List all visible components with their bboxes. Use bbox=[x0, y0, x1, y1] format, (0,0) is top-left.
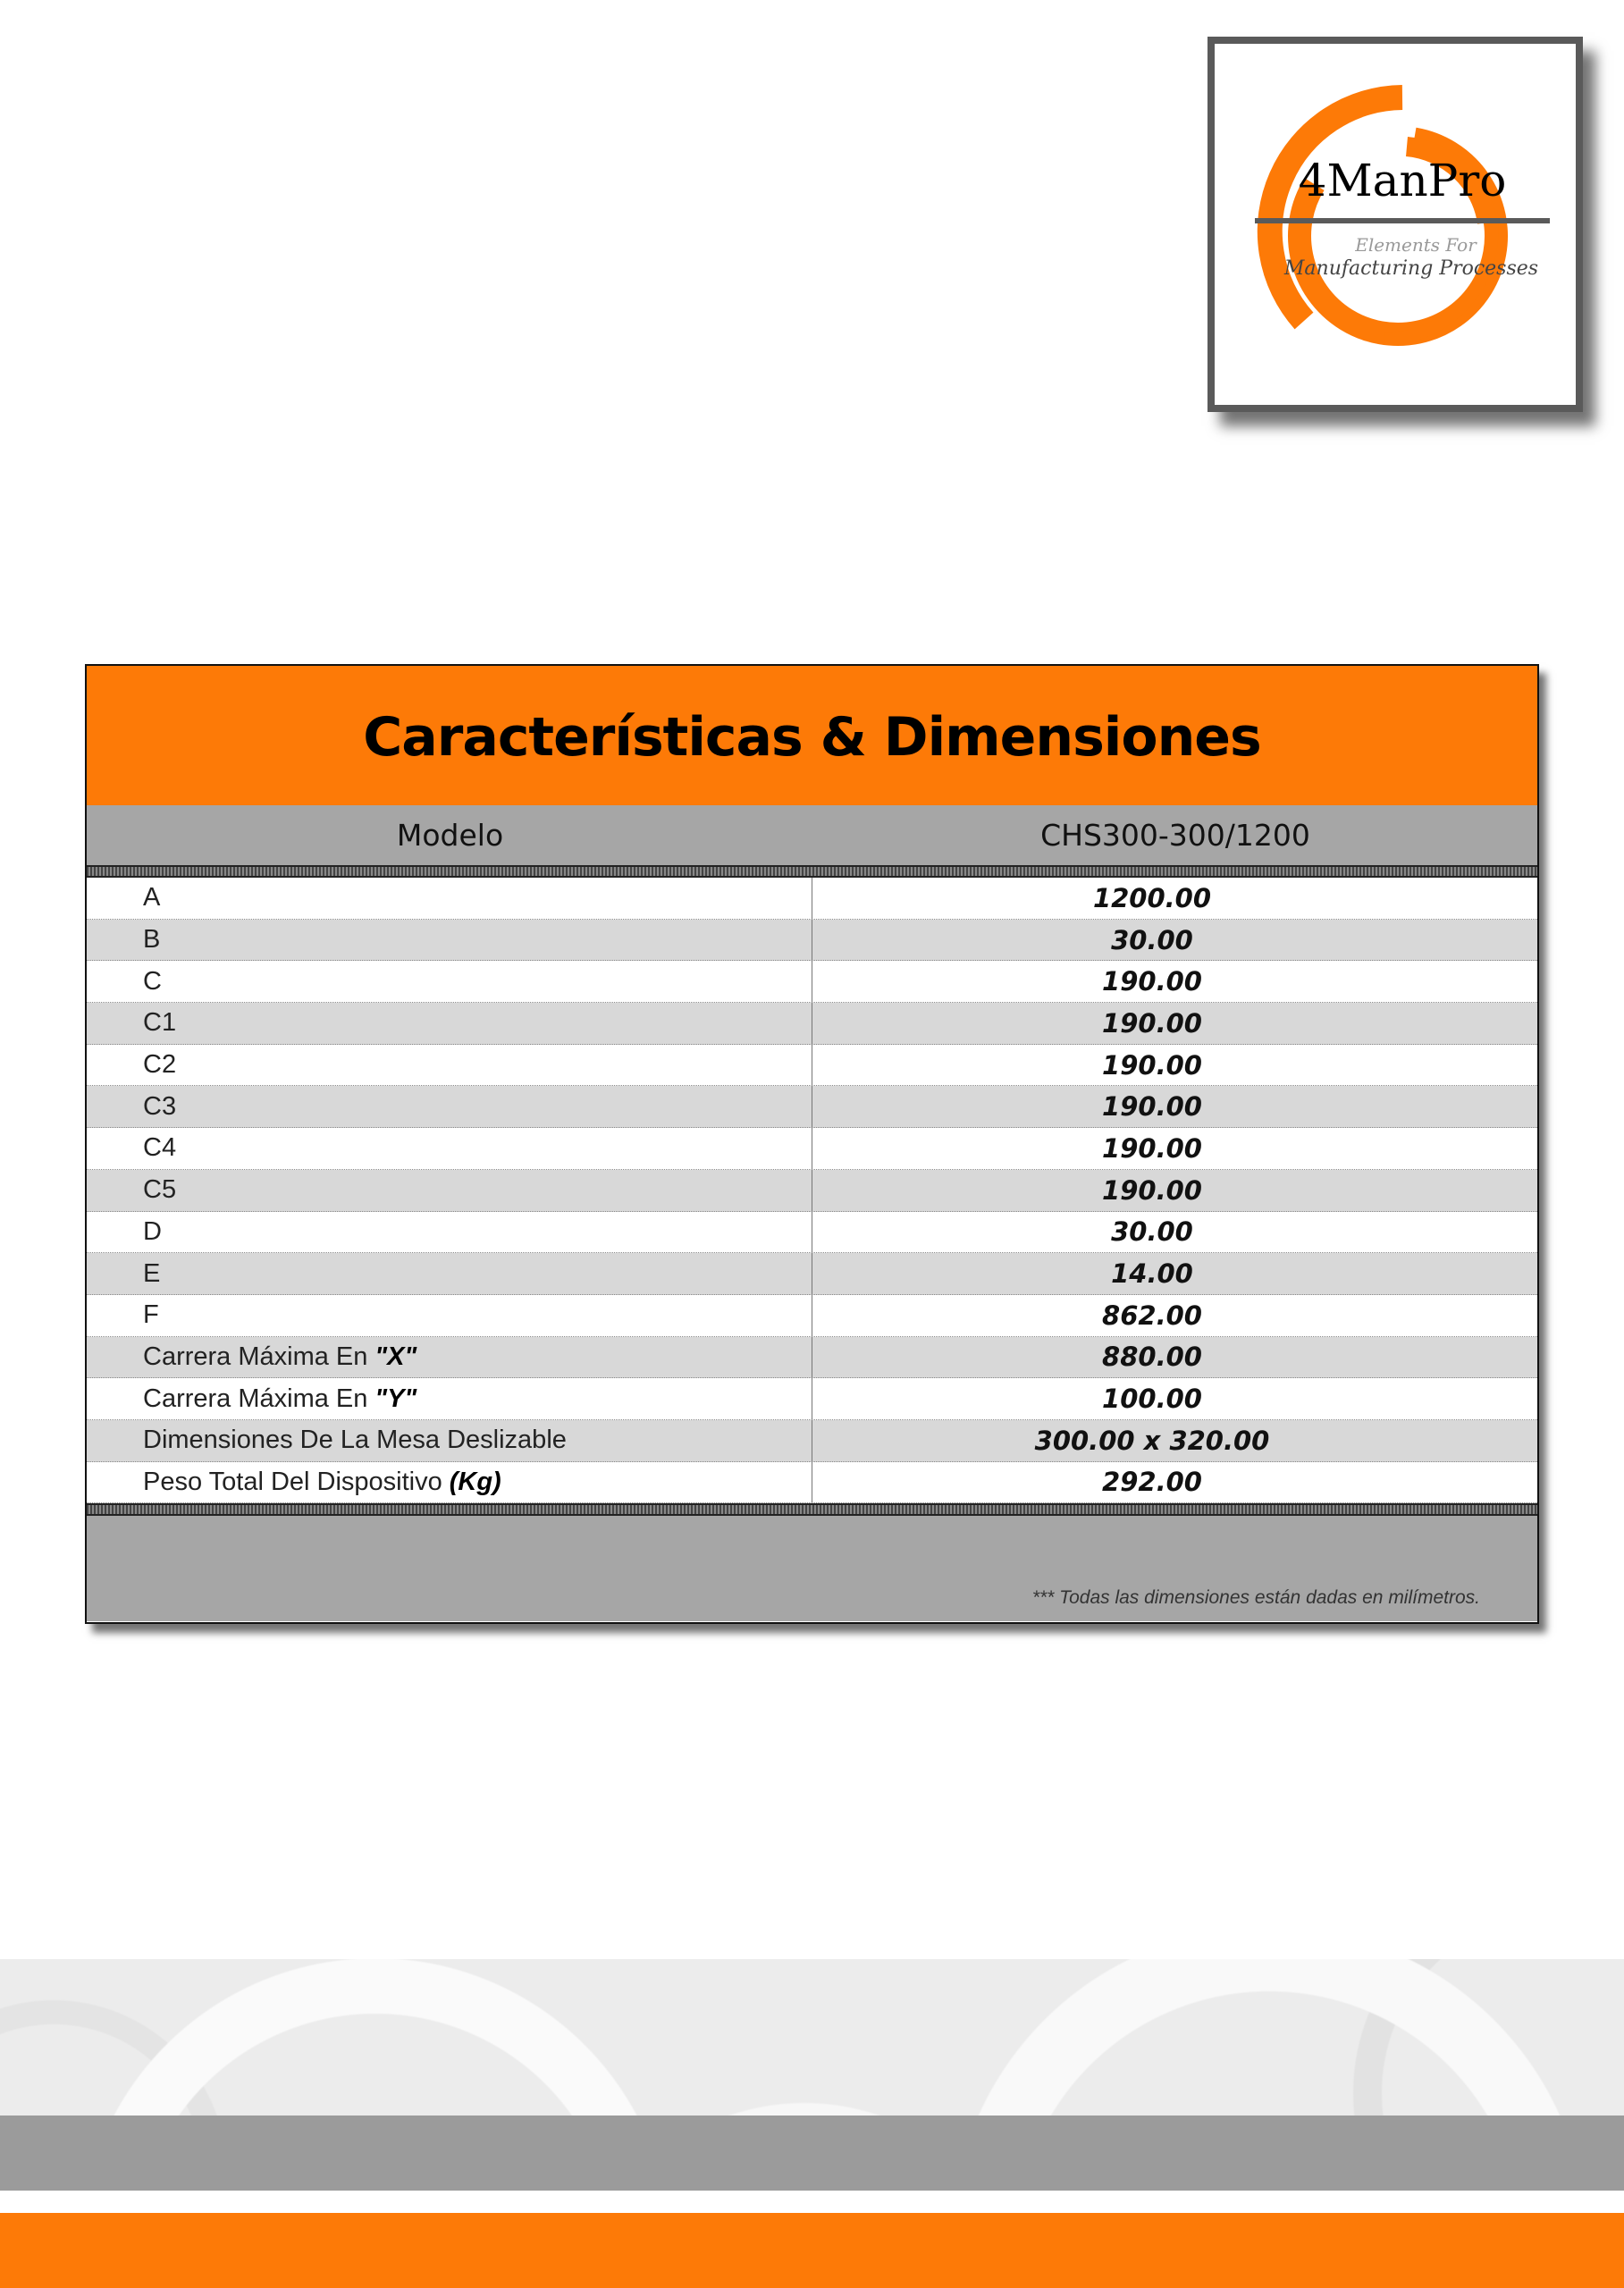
row-label bbox=[87, 1253, 812, 1294]
row-value: 292.00 bbox=[1102, 1467, 1202, 1498]
row-label-text: D bbox=[143, 1216, 162, 1246]
table-row bbox=[87, 1045, 1537, 1087]
divider bbox=[87, 1503, 1537, 1516]
row-label-emphasis: "X" bbox=[374, 1342, 417, 1371]
row-value: 190.00 bbox=[1102, 1091, 1202, 1123]
logo-tagline: Manufacturing Processes bbox=[1283, 257, 1539, 280]
row-label-text: Dimensiones De La Mesa Deslizable bbox=[143, 1426, 567, 1455]
row-label bbox=[87, 1420, 812, 1461]
footer-gap bbox=[0, 2191, 1624, 2213]
row-label-emphasis: (Kg) bbox=[449, 1467, 501, 1496]
row-label bbox=[87, 1337, 812, 1378]
row-label bbox=[87, 1128, 812, 1169]
row-value: 14.00 bbox=[1111, 1258, 1193, 1290]
row-value: 880.00 bbox=[1102, 1342, 1202, 1373]
row-label-text: C1 bbox=[143, 1008, 177, 1038]
specs-table bbox=[85, 664, 1539, 1624]
footer-gray-band bbox=[0, 2116, 1624, 2191]
row-label-text: C3 bbox=[143, 1091, 177, 1121]
row-value: 300.00 x 320.00 bbox=[1034, 1425, 1270, 1456]
row-label bbox=[87, 1295, 812, 1336]
table-row bbox=[87, 1003, 1537, 1045]
row-label-text: Carrera Máxima En bbox=[143, 1342, 368, 1371]
table-row bbox=[87, 878, 1537, 920]
row-label-text: B bbox=[143, 925, 161, 955]
footer-orange-band bbox=[0, 2213, 1624, 2288]
row-label-text: C bbox=[143, 966, 162, 996]
row-label-text: E bbox=[143, 1258, 161, 1288]
row-value: 190.00 bbox=[1102, 1049, 1202, 1081]
table-row bbox=[87, 920, 1537, 962]
table-row bbox=[87, 961, 1537, 1003]
row-label-text: C5 bbox=[143, 1175, 177, 1205]
units-note: *** Todas las dimensiones están dadas en milímetros. bbox=[1031, 1587, 1480, 1609]
logo-tagline: Elements For bbox=[1355, 234, 1477, 256]
row-label-text: Peso Total Del Dispositivo bbox=[143, 1467, 442, 1496]
row-value: 30.00 bbox=[1111, 924, 1193, 955]
row-label-text: F bbox=[143, 1300, 159, 1330]
row-value: 190.00 bbox=[1102, 966, 1202, 997]
row-label bbox=[87, 1212, 812, 1253]
row-label bbox=[87, 1003, 812, 1044]
table-row bbox=[87, 1253, 1537, 1295]
table-header bbox=[87, 805, 1537, 865]
row-label-text: Carrera Máxima En bbox=[143, 1384, 368, 1413]
logo-brand-text: 4ManPro bbox=[1298, 155, 1507, 206]
table-row bbox=[87, 1462, 1537, 1504]
company-logo bbox=[1207, 37, 1583, 412]
row-label-text: C2 bbox=[143, 1050, 177, 1080]
table-title-band bbox=[87, 666, 1537, 805]
row-label-text: A bbox=[143, 883, 161, 913]
decorative-background bbox=[0, 1959, 1624, 2116]
row-label bbox=[87, 878, 812, 919]
row-value: 190.00 bbox=[1102, 1132, 1202, 1164]
row-label bbox=[87, 1045, 812, 1086]
row-value: 100.00 bbox=[1102, 1384, 1202, 1415]
row-label bbox=[87, 1378, 812, 1419]
table-footer bbox=[87, 1516, 1537, 1621]
table-body bbox=[87, 878, 1537, 1503]
row-value: 862.00 bbox=[1102, 1300, 1202, 1331]
table-row bbox=[87, 1337, 1537, 1379]
row-label bbox=[87, 920, 812, 961]
row-label bbox=[87, 961, 812, 1002]
header-label: Modelo bbox=[396, 818, 504, 853]
divider bbox=[87, 865, 1537, 878]
table-title: Características & Dimensiones bbox=[363, 706, 1261, 769]
row-value: 190.00 bbox=[1102, 1174, 1202, 1206]
row-label bbox=[87, 1462, 812, 1503]
row-label-text: C4 bbox=[143, 1133, 177, 1163]
row-value: 1200.00 bbox=[1092, 882, 1212, 913]
table-row bbox=[87, 1128, 1537, 1170]
row-label-emphasis: "Y" bbox=[374, 1384, 417, 1413]
row-value: 190.00 bbox=[1102, 1007, 1202, 1039]
table-row bbox=[87, 1212, 1537, 1254]
table-row bbox=[87, 1086, 1537, 1128]
table-row bbox=[87, 1378, 1537, 1420]
table-row bbox=[87, 1420, 1537, 1462]
table-row bbox=[87, 1170, 1537, 1212]
row-label bbox=[87, 1170, 812, 1211]
header-model: CHS300-300/1200 bbox=[1040, 818, 1310, 853]
table-row bbox=[87, 1295, 1537, 1337]
row-label bbox=[87, 1086, 812, 1127]
row-value: 30.00 bbox=[1111, 1216, 1193, 1248]
